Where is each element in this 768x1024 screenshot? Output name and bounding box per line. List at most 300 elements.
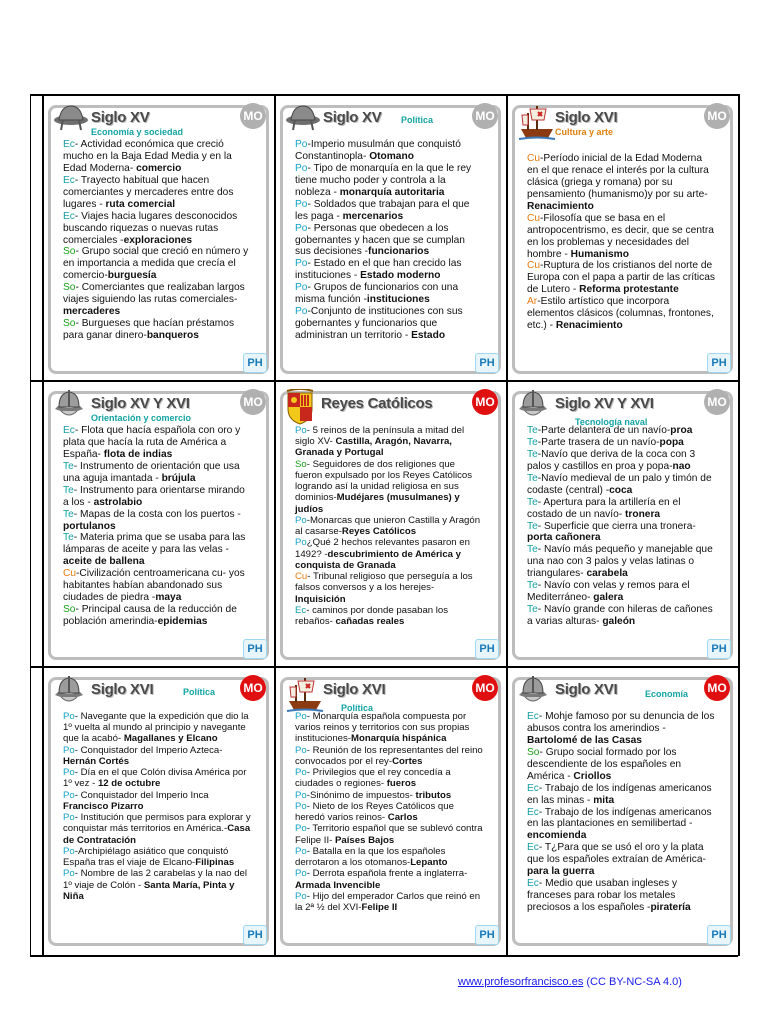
entry-category-code: Po <box>63 845 75 857</box>
card-entry <box>295 306 483 342</box>
card-entry <box>527 497 715 521</box>
entry-category-code: Cu <box>63 568 77 580</box>
card-entry <box>63 461 251 485</box>
entry-category-code: Te <box>63 484 74 496</box>
entry-answer: maya <box>155 592 182 604</box>
card-body <box>527 153 715 332</box>
entry-answer: Reforma protestante <box>579 284 679 296</box>
card-entry <box>527 783 715 807</box>
entry-answer: Carlos <box>387 812 418 824</box>
card-entry <box>63 767 251 789</box>
entry-category-code: So <box>527 746 540 758</box>
entry-clue: - Trayecto habitual que hacen comerciantes y mercaderes entre dos lugares - <box>63 174 234 210</box>
card-entry <box>527 747 715 783</box>
helmet-icon <box>285 103 321 136</box>
entry-category-code: Te <box>527 604 538 616</box>
card-entry <box>527 521 715 545</box>
entry-clue: -Ruptura de los cristianos del norte de Europa con el papa a partir de las críticas de Lutero - <box>527 260 716 296</box>
entry-answer: brújula <box>161 472 196 484</box>
card-entry <box>527 580 715 604</box>
card-entry <box>295 537 483 571</box>
entry-clue: - Trabajo de los indígenas americanos en las minas - <box>527 782 712 806</box>
card-entry <box>295 745 483 767</box>
card-title: Siglo XV <box>91 109 150 126</box>
entry-answer: Otomano <box>369 150 414 162</box>
entry-answer: para la guerra <box>527 866 595 878</box>
card-entry <box>63 318 251 342</box>
entry-clue: -Imperio musulmán que conquistó Constantinopla- <box>295 139 461 162</box>
mo-badge: MO <box>240 389 266 415</box>
entry-answer: tronera <box>624 508 661 520</box>
mo-badge: MO <box>240 103 266 129</box>
card-entry <box>63 282 251 318</box>
entry-answer: Lepanto <box>410 857 448 869</box>
card-title: Siglo XV Y XVI <box>555 395 654 412</box>
entry-clue: - Nieto de los Reyes Católicos que heredó varios reinos- <box>295 800 454 824</box>
entry-category-code: Po <box>295 306 308 318</box>
entry-answer: Cortes <box>392 755 423 767</box>
card-entry <box>295 163 483 199</box>
entry-answer: mercaderes <box>63 306 121 318</box>
entry-category-code: Po <box>295 767 307 779</box>
flashcard <box>43 95 274 380</box>
flashcard <box>507 381 738 666</box>
entry-category-code: Po <box>63 767 75 779</box>
card-entry <box>295 571 483 605</box>
card-entry <box>295 868 483 890</box>
entry-category-code: Ec <box>527 878 539 890</box>
card-subtitle: Política <box>183 687 216 697</box>
card-entry <box>63 812 251 846</box>
entry-category-code: Po <box>295 890 307 902</box>
card-body <box>527 425 715 628</box>
entry-answer: Filipinas <box>195 857 235 869</box>
ph-badge: PH <box>475 639 499 659</box>
entry-clue: - caminos por donde pasaban los rebaños- <box>295 604 449 627</box>
mo-badge: MO <box>472 103 498 129</box>
entry-category-code: So <box>63 318 76 330</box>
entry-category-code: Ec <box>63 425 75 436</box>
entry-answer: piratería <box>650 902 691 913</box>
entry-answer: Renacimiento <box>527 200 594 212</box>
ph-badge: PH <box>707 639 731 659</box>
entry-clue: - Medio que usaban ingleses y franceses para robar los metales preciosos a los españoles - <box>527 878 678 913</box>
entry-category-code: Ec <box>527 806 539 818</box>
entry-answer: ruta comercial <box>105 198 176 210</box>
entry-category-code: Cu <box>527 153 541 164</box>
card-entry <box>527 425 715 437</box>
entry-answer: flota de indias <box>103 448 173 460</box>
entry-clue: - Viajes hacia lugares desconocidos buscando riquezas o nuevas rutas comerciales - <box>63 210 238 246</box>
entry-category-code: Ec <box>63 174 75 186</box>
flashcard <box>275 95 506 380</box>
card-entry <box>527 296 715 332</box>
entry-answer: porta cañonera <box>527 532 601 544</box>
entry-answer: Monarquía hispánica <box>351 733 447 745</box>
card-entry <box>63 790 251 812</box>
entry-answer: fueros <box>386 778 417 790</box>
flashcard <box>43 667 274 952</box>
entry-category-code: Ec <box>63 139 75 150</box>
entry-clue: - Navegante que la expedición que dio la 1º vuelta al mundo al principio y navegante que la acabó- <box>63 711 249 745</box>
entry-clue: - Mohje famoso por su denuncia de los abusos contra los amerindios - <box>527 711 715 734</box>
card-entry <box>63 711 251 745</box>
card-entry <box>527 213 715 261</box>
entry-category-code: Te <box>63 460 74 472</box>
card-entry <box>63 211 251 247</box>
card-body <box>295 139 483 342</box>
entry-clue: -Navío que deriva de la coca con 3 palos y castillos en proa y popa- <box>527 448 696 472</box>
entry-answer: exploraciones <box>123 234 193 246</box>
ph-badge: PH <box>475 925 499 945</box>
entry-category-code: Te <box>527 472 538 484</box>
entry-answer: proa <box>670 425 693 436</box>
entry-category-code: Ar <box>527 296 538 308</box>
flashcard <box>507 95 738 380</box>
card-entry <box>527 437 715 449</box>
entry-clue: -Monarcas que unieron Castilla y Aragón al casarse- <box>295 514 481 538</box>
entry-answer: Reyes Católicos <box>341 526 417 538</box>
entry-answer: 12 de octubre <box>97 778 161 790</box>
helmet-icon <box>53 103 89 136</box>
entry-category-code: Po <box>295 198 308 210</box>
entry-category-code: Po <box>63 789 75 801</box>
entry-answer: Estado moderno <box>360 270 441 282</box>
ph-badge: PH <box>243 639 267 659</box>
entry-category-code: So <box>63 282 76 294</box>
entry-category-code: Te <box>527 580 538 592</box>
card-entry <box>527 473 715 497</box>
entry-category-code: Te <box>63 508 74 520</box>
card-entry <box>527 153 715 213</box>
entry-category-code: Po <box>295 823 307 835</box>
entry-category-code: Ec <box>527 711 539 722</box>
entry-clue: - Navío más pequeño y manejable que una nao con 3 palos y velas latinas o triangulares- <box>527 544 713 580</box>
entry-answer: encomienda <box>527 830 587 842</box>
card-entry <box>295 515 483 537</box>
entry-clue: -Sinónimo de impuestos- <box>306 789 416 801</box>
entry-category-code: Po <box>63 744 75 756</box>
card-title: Siglo XVI <box>555 681 618 698</box>
entry-clue: - Hijo del emperador Carlos que reinó en la 2ª ½ del XVI- <box>295 890 481 913</box>
entry-clue: - Conquistador del Imperio Azteca- <box>74 744 223 756</box>
card-title: Siglo XVI <box>91 681 154 698</box>
card-subtitle: Tecnología naval <box>575 417 648 427</box>
card-entry <box>63 425 251 461</box>
entry-clue: - Estado en el que han crecido las instituciones - <box>295 258 462 282</box>
entry-answer: Humanismo <box>570 248 629 260</box>
entry-clue: - Navío grande con hileras de cañones a varias alturas- <box>527 604 713 627</box>
card-entry <box>295 282 483 306</box>
card-subtitle: Economía y sociedad <box>91 127 184 137</box>
card-entry <box>63 745 251 767</box>
left-margin-rule <box>30 94 31 956</box>
entry-clue: - Tipo de monarquía en la que le rey tiene mucho poder y controla a la nobleza - <box>295 162 472 198</box>
card-entry <box>295 846 483 868</box>
entry-category-code: Te <box>527 520 538 532</box>
entry-answer: descubrimiento de América y conquista de Granada <box>295 548 462 571</box>
footer-link[interactable]: www.profesorfrancisco.es <box>458 976 584 988</box>
entry-category-code: Po <box>295 744 307 756</box>
entry-clue: - Día en el que Colón divisa América por 1º vez - <box>63 767 247 790</box>
card-entry <box>295 891 483 913</box>
entry-answer: banqueros <box>146 330 199 341</box>
entry-answer: Hernán Cortés <box>63 755 130 767</box>
entry-clue: - Principal causa de la reducción de población amerindia- <box>63 604 237 627</box>
grid-rule <box>738 94 740 956</box>
mo-badge: MO <box>704 675 730 701</box>
entry-answer: burguesía <box>107 270 157 282</box>
entry-clue: - Mapas de la costa con los puertos - <box>73 508 241 520</box>
entry-clue: - Comerciantes que realizaban largos viajes siguiendo las rutas comerciales- <box>63 282 245 306</box>
entry-category-code: Po <box>295 139 308 150</box>
ph-badge: PH <box>243 353 267 373</box>
entry-answer: Santa María, Pinta y Niña <box>63 879 235 902</box>
card-entry <box>527 544 715 580</box>
flashcard <box>275 381 506 666</box>
entry-category-code: Po <box>63 711 75 722</box>
entry-clue: -Parte delantera de un navío- <box>537 425 671 436</box>
entry-answer: tributos <box>415 789 452 801</box>
card-entry <box>527 449 715 473</box>
card-body <box>63 425 251 628</box>
entry-answer: monarquía autoritaria <box>339 186 445 198</box>
mo-badge: MO <box>704 103 730 129</box>
card-subtitle: Orientación y comercio <box>91 413 192 423</box>
entry-clue: - Materia prima que se usaba para las lámparas de aceite y para las velas - <box>63 532 246 556</box>
flashcard <box>275 667 506 952</box>
entry-category-code: Po <box>295 845 307 857</box>
entry-category-code: Po <box>295 282 308 294</box>
card-entry <box>295 139 483 163</box>
morion-helmet-icon <box>53 675 85 710</box>
entry-clue: - Flota que hacía española con oro y plata que hacía la ruta de América a España- <box>63 425 241 460</box>
entry-clue: -Conjunto de instituciones con sus gobernantes y funcionarios que administran un territorio - <box>295 306 463 341</box>
entry-clue: -Parte trasera de un navío- <box>537 436 660 448</box>
entry-category-code: Po <box>295 222 308 234</box>
card-entry <box>295 711 483 745</box>
entry-clue: - Privilegios que el rey concedía a ciudades o regiones- <box>295 767 451 790</box>
mo-badge: MO <box>240 675 266 701</box>
card-body <box>63 139 251 342</box>
entry-answer: mita <box>593 794 615 806</box>
entry-clue: - Grupo social que creció en número y en importancia a medida que crecía el comercio- <box>63 246 249 282</box>
entry-answer: galera <box>593 592 624 604</box>
card-entry <box>527 807 715 843</box>
entry-category-code: Po <box>295 258 308 270</box>
entry-clue: -Archipiélago asiático que conquistó España tras el viaje de Elcano- <box>63 845 229 869</box>
card-title: Siglo XV Y XVI <box>91 395 190 412</box>
entry-category-code: Po <box>295 800 307 812</box>
card-entry <box>295 223 483 259</box>
card-entry <box>527 711 715 747</box>
entry-clue: - Superficie que cierra una tronera- <box>537 520 696 532</box>
entry-answer: astrolabio <box>93 496 143 508</box>
card-entry <box>295 767 483 789</box>
entry-answer: Castilla, Aragón, Navarra, Granada y Portugal <box>295 436 452 459</box>
mo-badge: MO <box>472 675 498 701</box>
entry-clue: - Institución que permisos para explorar y conquistar más territorios en América.- <box>63 812 251 835</box>
entry-answer: Mudéjares (musulmanes) y judíos <box>295 492 460 515</box>
entry-clue: - Navío con velas y remos para el Mediterráneo- <box>527 580 690 604</box>
entry-answer: aceite de ballena <box>63 556 145 568</box>
card-entry <box>63 246 251 282</box>
card-entry <box>63 568 251 604</box>
entry-clue: - Batalla en la que los españoles derrotaron a los otomanos- <box>295 845 446 869</box>
entry-clue: - Nombre de las 2 carabelas y la nao del 1º viaje de Colón - <box>63 868 247 891</box>
entry-clue: - Instrumento para orientarse mirando a los - <box>63 484 245 508</box>
entry-answer: carabela <box>586 568 628 580</box>
card-entry <box>63 139 251 175</box>
entry-clue: - Monarquía española compuesta por varios reinos y territorios con sus propias instituciones- <box>295 711 470 745</box>
entry-clue: - T¿Para que se usó el oro y la plata que los españoles extraían de América- <box>527 842 706 866</box>
ph-badge: PH <box>243 925 267 945</box>
entry-clue: - 5 reinos de la península a mitad del siglo XV- <box>295 425 465 448</box>
entry-category-code: Ec <box>527 782 539 794</box>
entry-answer: mercenarios <box>342 210 404 222</box>
entry-category-code: Ec <box>295 604 307 616</box>
entry-clue: - Grupo social formado por los descendiente de los españoles en América - <box>527 746 682 782</box>
entry-answer: Estado <box>411 330 446 341</box>
ph-badge: PH <box>707 925 731 945</box>
card-title: Siglo XVI <box>323 681 386 698</box>
card-subtitle: Cultura y arte <box>555 127 614 137</box>
card-body <box>527 711 715 914</box>
entry-clue: -Filosofía que se basa en el antropocentrismo, es decir, que se centra en los problemas y necesidades del hombre - <box>527 212 714 260</box>
card-entry <box>295 823 483 845</box>
entry-clue: -Civilización centroamericana cu- yos habitantes habían abandonado sus ciudades de piedra - <box>63 568 245 604</box>
ph-badge: PH <box>475 353 499 373</box>
entry-category-code: So <box>63 246 76 258</box>
entry-answer: coca <box>609 484 633 496</box>
card-subtitle: Política <box>341 703 374 713</box>
flashcard <box>507 667 738 952</box>
entry-category-code: Te <box>63 532 74 544</box>
card-entry <box>295 425 483 459</box>
entry-category-code: Cu <box>527 260 541 272</box>
entry-clue: - Apertura para la artillería en el costado de un navío- <box>527 496 681 520</box>
entry-clue: - Seguidores de dos religiones que fueron expulsado por los Reyes Católicos logrando así la unidad religiosa en sus dominios- <box>295 458 473 504</box>
card-entry <box>295 605 483 627</box>
entry-category-code: Po <box>63 812 75 824</box>
entry-answer: portulanos <box>63 520 116 532</box>
entry-category-code: Po <box>295 711 307 722</box>
card-entry <box>63 485 251 509</box>
morion-helmet-icon <box>517 389 549 424</box>
entry-category-code: So <box>63 604 76 616</box>
card-entry <box>527 878 715 914</box>
entry-clue: - Reunión de los representantes del reino convocados por el rey- <box>295 744 483 767</box>
entry-category-code: Te <box>527 436 538 448</box>
entry-answer: popa <box>659 436 684 448</box>
entry-category-code: Po <box>295 514 307 526</box>
card-subtitle: Política <box>401 115 434 125</box>
card-entry <box>527 842 715 878</box>
entry-category-code: Cu <box>295 571 308 583</box>
entry-category-code: Ec <box>527 842 539 854</box>
entry-answer: Francisco Pizarro <box>63 800 144 812</box>
entry-answer: epidemias <box>157 616 208 627</box>
morion-helmet-icon <box>53 389 85 424</box>
entry-answer: Magallanes y Elcano <box>123 733 218 745</box>
entry-answer: Países Bajos <box>335 834 395 846</box>
entry-answer: Felipe II <box>361 901 398 913</box>
card-entry <box>63 604 251 628</box>
entry-answer: Renacimiento <box>555 320 623 332</box>
ship-icon <box>517 103 557 146</box>
card-entry <box>63 532 251 568</box>
entry-answer: Bartolomé de las Casas <box>527 734 642 746</box>
entry-category-code: Po <box>295 537 307 549</box>
entry-category-code: Ec <box>63 210 75 222</box>
card-entry <box>295 801 483 823</box>
card-entry <box>295 459 483 515</box>
entry-answer: instituciones <box>366 294 430 306</box>
card-body <box>295 711 483 913</box>
entry-answer: Armada Invencible <box>295 879 381 891</box>
entry-clue: - Territorio español que se sublevó contra Felipe II- <box>295 823 483 846</box>
card-body <box>295 425 483 627</box>
entry-category-code: Po <box>295 868 307 880</box>
coat-of-arms-icon <box>285 389 315 430</box>
entry-category-code: Te <box>527 496 538 508</box>
entry-clue: - Instrumento de orientación que usa una aguja imantada - <box>63 460 240 484</box>
card-title: Siglo XV <box>323 109 382 126</box>
entry-answer: Criollos <box>573 770 612 782</box>
entry-answer: comercio <box>136 162 182 174</box>
card-entry <box>527 260 715 296</box>
card-entry <box>295 258 483 282</box>
entry-category-code: So <box>295 458 307 470</box>
entry-category-code: Te <box>527 425 538 436</box>
entry-clue: - Tribunal religioso que perseguía a los falsos conversos y a los herejes- <box>295 571 473 594</box>
entry-category-code: Te <box>527 544 538 556</box>
entry-category-code: Cu <box>527 212 541 224</box>
morion-helmet-icon <box>517 675 549 710</box>
entry-category-code: Te <box>527 448 538 460</box>
card-entry <box>63 175 251 211</box>
entry-clue: -Navío medieval de un palo y timón de codaste (central) - <box>527 472 712 496</box>
entry-answer: Casa de Contratación <box>63 823 251 846</box>
card-entry <box>295 199 483 223</box>
ph-badge: PH <box>707 353 731 373</box>
grid-rule <box>30 955 738 957</box>
entry-clue: - Grupos de funcionarios con una misma función - <box>295 282 459 306</box>
card-title: Reyes Católicos <box>321 395 433 412</box>
entry-clue: ¿Qué 2 hechos relevantes pasaron en 1492? - <box>295 537 470 560</box>
entry-clue: - Burgueses que hacían préstamos para ganar dinero- <box>63 318 235 341</box>
entry-category-code: Po <box>295 425 307 436</box>
entry-clue: - Personas que obedecen a los gobernantes y hacen que se cumplan sus decisiones - <box>295 222 465 258</box>
entry-category-code: Po <box>295 162 308 174</box>
entry-answer: Inquisición <box>295 593 346 605</box>
card-entry <box>63 846 251 868</box>
entry-answer: galeón <box>602 616 636 627</box>
entry-answer: cañadas reales <box>335 615 405 627</box>
entry-category-code: Po <box>63 868 75 880</box>
card-entry <box>295 790 483 801</box>
flashcard <box>43 381 274 666</box>
entry-answer: funcionarios <box>368 246 430 258</box>
entry-clue: -Estilo artístico que incorpora elementos clásicos (columnas, frontones, etc.) - <box>527 296 714 332</box>
entry-clue: - Conquistador del Imperio Inca <box>74 789 209 801</box>
entry-clue: - Trabajo de los indígenas americanos en las plantaciones en semilibertad - <box>527 806 712 830</box>
entry-clue: - Derrota española frente a inglaterra- <box>306 868 468 880</box>
mo-badge: MO <box>704 389 730 415</box>
card-entry <box>63 509 251 533</box>
mo-badge: MO <box>472 389 498 415</box>
card-subtitle: Economía <box>645 689 689 699</box>
